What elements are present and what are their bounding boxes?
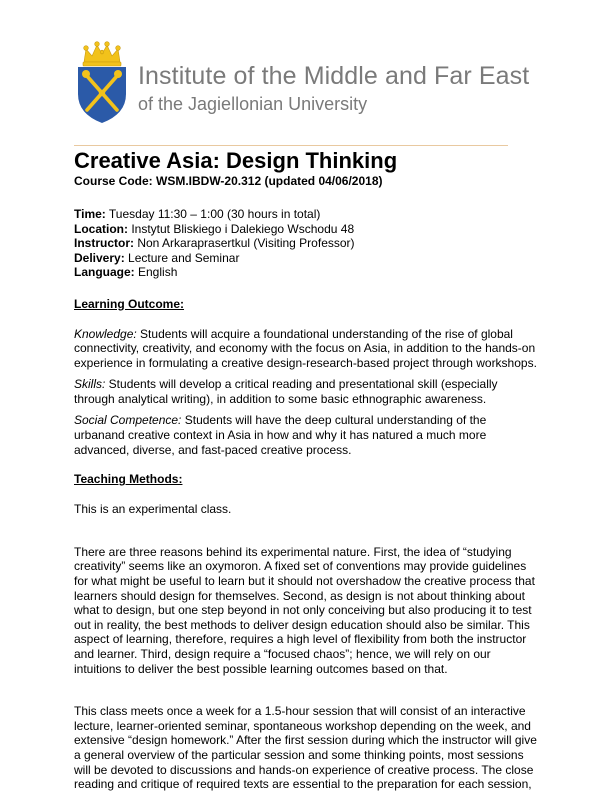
meta-delivery-label: Delivery: <box>74 250 125 265</box>
course-title: Creative Asia: Design Thinking <box>74 148 398 173</box>
meta-time-label: Time: <box>74 207 106 221</box>
meta-language <box>74 265 540 280</box>
teaching-reasons: There are three reasons behind its experimental nature. First, the idea of “studying creativity” seems like an oxymoron. A fixed set of conventions may provide guidelines for what might be useful to learn but it should not overshadow the creative process that learners should design for themselves. Second, as design is not about thinking about what to design, but one step beyond in not only conceiving but also producing it to test out in reality, the best methods to deliver design education should also be similar. This aspect of learning, therefore, requires a high level of flexibility from both the instructor and learner. Third, design require a “focused chaos”; hence, we will rely on our intuitions to deliver the best possible learning outcomes based on that. <box>74 544 535 676</box>
outcome-social-label: Social Competence: <box>74 413 182 428</box>
meta-language-label: Language: <box>74 265 135 279</box>
outcome-knowledge <box>74 327 540 371</box>
course-meta <box>74 207 540 280</box>
outcome-skills <box>74 377 540 406</box>
institute-name-line1: Institute of the Middle and Far East <box>138 62 530 90</box>
teaching-intro: This is an experimental class. <box>74 502 232 517</box>
outcome-skills-label: Skills: <box>74 377 106 392</box>
meta-instructor-label: Instructor: <box>74 236 134 250</box>
meta-delivery-value: Lecture and Seminar <box>124 250 240 265</box>
outcome-skills-text: Students will develop a critical reading and presentational skill (especially through analytical writing), in addition to some basic ethnographic awareness. <box>74 377 498 406</box>
teaching-methods-heading: Teaching Methods: <box>74 472 183 487</box>
outcome-social-text: Students will have the deep cultural understanding of the urbanand creative context in Asia in how and why it has natured a much more advanced, diverse, and fast-paced creative process. <box>74 413 487 457</box>
header-divider <box>74 145 508 146</box>
meta-time-value: Tuesday 11:30 – 1:00 (30 hours in total) <box>105 207 321 221</box>
jagiellonian-crest-icon <box>72 40 132 124</box>
meta-instructor-value: Non Arkaraprasertkul (Visiting Professor) <box>134 236 355 250</box>
learning-outcome-heading: Learning Outcome: <box>74 296 185 311</box>
meta-delivery <box>74 251 540 266</box>
meta-location-label: Location: <box>74 221 128 236</box>
institute-logo <box>72 40 532 124</box>
institute-name-line2: of the Jagiellonian University <box>138 94 368 114</box>
meta-instructor <box>74 236 540 251</box>
course-code: Course Code: WSM.IBDW-20.312 (updated 04/06/2018) <box>74 174 383 188</box>
outcome-knowledge-label: Knowledge: <box>74 326 137 341</box>
outcome-social <box>74 413 540 457</box>
meta-language-value: English <box>134 265 178 279</box>
meta-location-value: Instytut Bliskiego i Dalekiego Wschodu 48 <box>128 221 355 236</box>
meta-time <box>74 207 540 222</box>
meta-location <box>74 222 540 237</box>
document-body <box>74 148 540 799</box>
teaching-format: This class meets once a week for a 1.5-hour session that will consist of an interactive lecture, learner-oriented seminar, spontaneous workshop depending on the week, and extensive “design homework.” After the first session during which the instructor will give a general overview of the particular session and some thinking points, most sessions will be devoted to discussions and hands-on experience of creative process. The close reading and critique of required texts are essential to the preparation for each session, <box>74 704 537 792</box>
outcome-knowledge-text: Students will acquire a foundational understanding of the rise of global connectivity, creativity, and economy with the focus on Asia, in addition to the hands-on experience in formulating a creative design-research-based project through workshops. <box>74 326 537 370</box>
